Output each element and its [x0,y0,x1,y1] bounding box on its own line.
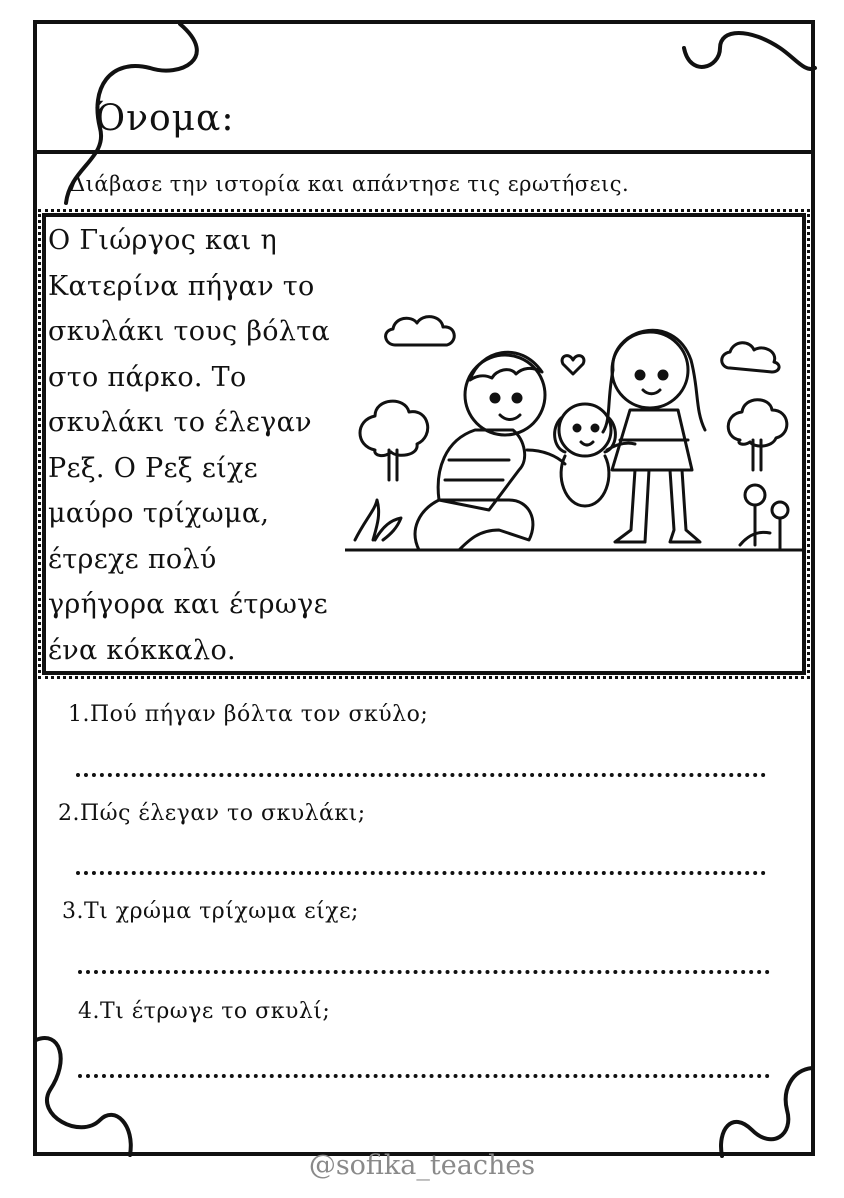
story-line: σκυλάκι τους βόλτα [48,316,330,347]
story-line: Ρεξ. Ο Ρεξ είχε [48,452,258,484]
story-line: Κατερίνα πήγαν το [48,270,315,302]
tree-icon [728,400,787,446]
question-1: 1.Πού πήγαν βόλτα τον σκύλο; [68,702,429,727]
bush-icon [355,500,401,540]
instruction-text: Διάβασε την ιστορία και απάντησε τις ερωτήσεις. [70,172,630,196]
author-credit: @sofika_teaches [308,1150,536,1181]
answer-line-4[interactable] [78,1074,770,1078]
story-line: στο πάρκο. Το [48,361,247,393]
flower-icon [745,485,765,505]
answer-line-2[interactable] [76,871,766,875]
name-divider [35,150,813,154]
heart-icon [562,356,584,374]
cloud-icon [386,317,455,345]
corner-swirl-bottom-left [30,1030,170,1160]
story-line: ένα κόκκαλο. [48,634,236,666]
girl-legs [615,470,700,542]
question-2: 2.Πώς έλεγαν το σκυλάκι; [58,801,366,826]
answer-line-1[interactable] [76,773,766,777]
answer-line-3[interactable] [78,970,770,974]
tree-icon [360,401,428,455]
corner-swirl-bottom-right [712,1030,822,1160]
question-3: 3.Τι χρώμα τρίχωμα είχε; [62,899,359,924]
cloud-icon [722,343,779,372]
children-with-puppy-illustration [345,300,805,570]
story-line: έτρεχε πολύ [48,543,217,575]
puppy-body [561,456,609,506]
story-line: Ο Γιώργος και η [48,225,277,256]
question-4: 4.Τι έτρωγε το σκυλί; [78,999,331,1024]
name-label: Όνομα: [95,98,235,139]
boy-body [438,430,525,510]
story-text [48,218,388,673]
corner-swirl-top-right [680,18,820,108]
story-line: γρήγορα και έτρωγε [48,589,328,620]
story-line: σκυλάκι το έλεγαν [48,407,312,438]
story-line: μαύρο τρίχωμα, [48,498,270,529]
